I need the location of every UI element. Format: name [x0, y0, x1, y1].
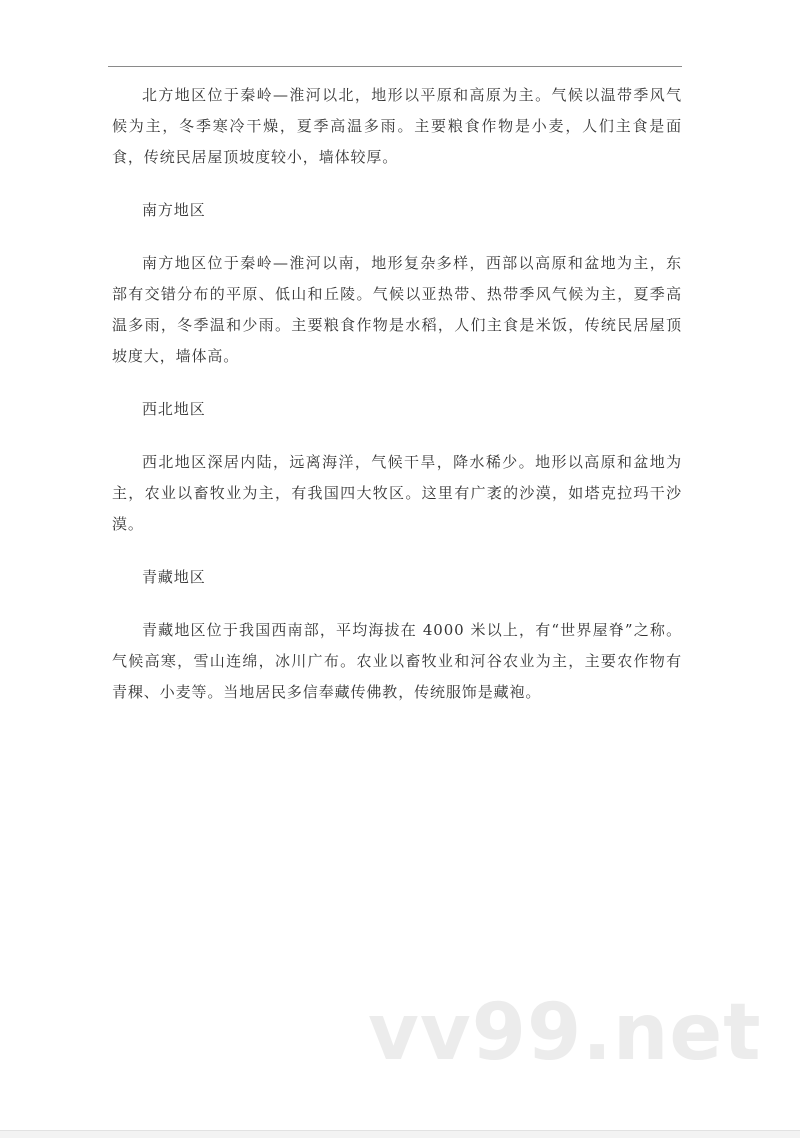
- heading-qinghai-tibet: 青藏地区: [142, 568, 206, 586]
- heading-northwest: 西北地区: [142, 400, 206, 418]
- heading-south: 南方地区: [142, 201, 206, 219]
- document-body: [112, 80, 682, 708]
- watermark-text: vv99.net: [368, 988, 762, 1078]
- paragraph-northwest: 西北地区深居内陆，远离海洋，气候干旱，降水稀少。地形以高原和盆地为主，农业以畜牧业为主，有我国四大牧区。这里有广袤的沙漠，如塔克拉玛干沙漠。: [112, 453, 682, 533]
- paragraph-south: 南方地区位于秦岭—淮河以南，地形复杂多样，西部以高原和盆地为主，东部有交错分布的平原、低山和丘陵。气候以亚热带、热带季风气候为主，夏季高温多雨，冬季温和少雨。主要粮食作物是水稻，人们主食是米饭，传统民居屋顶坡度大，墙体高。: [112, 254, 682, 365]
- paragraph-north: 北方地区位于秦岭—淮河以北，地形以平原和高原为主。气候以温带季风气候为主，冬季寒冷干燥，夏季高温多雨。主要粮食作物是小麦，人们主食是面食，传统民居屋顶坡度较小，墙体较厚。: [112, 86, 682, 166]
- header-rule: [108, 66, 682, 67]
- paragraph-qinghai-tibet: 青藏地区位于我国西南部，平均海拔在 4000 米以上，有“世界屋脊”之称。气候高寒，雪山连绵，冰川广布。农业以畜牧业和河谷农业为主，主要农作物有青稞、小麦等。当地居民多信奉藏传佛教，传统服饰是藏袍。: [112, 621, 682, 701]
